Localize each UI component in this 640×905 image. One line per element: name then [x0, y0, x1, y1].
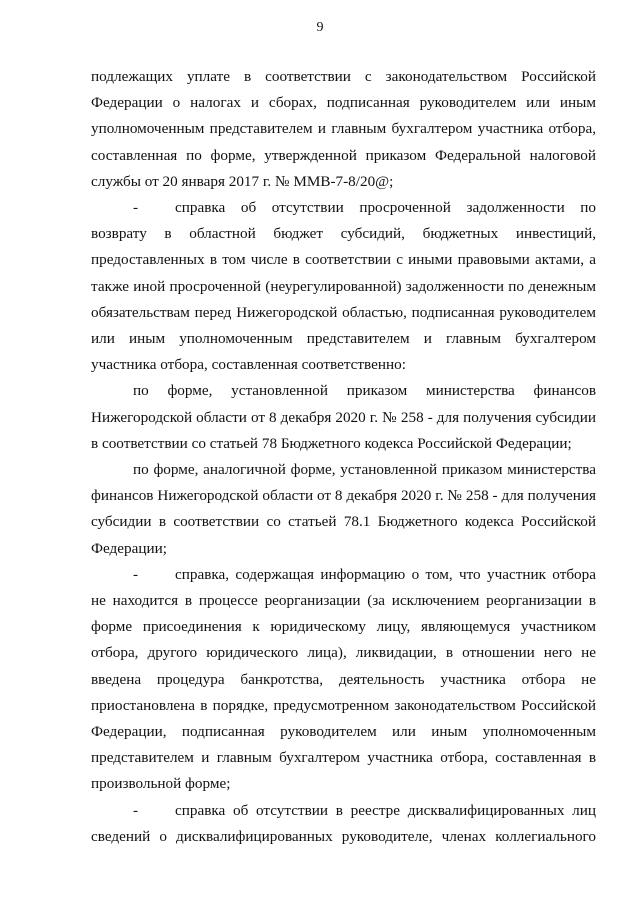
paragraph-form-article-78-1: по форме, аналогичной форме, установленной приказом министерства финансов Нижегородской области от 8 декабря 2020 г. № 258 - для получения субсидии в соответствии со статьей 78.1 Бюджетного кодекса Российской Федерации; [91, 461, 596, 557]
paragraph-text: справка об отсутствии в реестре дисквалифицированных лиц сведений о дисквалифицированных руководителе, членах коллегиального [91, 801, 596, 845]
paragraph-form-article-78: по форме, установленной приказом министерства финансов Нижегородской области от 8 декабря 2020 г. № 258 - для получения субсидии в соответствии со статьей 78 Бюджетного кодекса Российской Федерации; [91, 382, 596, 452]
paragraph-text: справка об отсутствии просроченной задолженности по возврату в областной бюджет субсидий, бюджетных инвестиций, предоставленных в том числе в соответствии с иными правовыми актами, а также иной просроченной (неурегулированной) задолженности по денежным обязательствам перед Нижегородской областью, подписанная руководителем или иным уполномоченным представителем и главным бухгалтером участника отбора, составленная соответственно: [91, 199, 596, 374]
list-dash: - [133, 565, 139, 583]
paragraph-tax-certificate-continuation: подлежащих уплате в соответствии с законодательством Российской Федерации о налогах и сборах, подписанная руководителем или иным уполномоченным представителем и главным бухгалтером участника отбора, составленная по форме, утвержденной приказом Федеральной налоговой службы от 20 января 2017 г. № ММВ-7-8/20@; [91, 68, 596, 190]
list-dash: - [133, 801, 139, 819]
page-number: 9 [316, 20, 324, 35]
paragraph-disqualified-persons-certificate [91, 798, 596, 850]
paragraph-reorganization-certificate [91, 562, 596, 798]
document-body [91, 64, 596, 850]
paragraph-debt-certificate [91, 195, 596, 378]
list-dash: - [133, 199, 139, 217]
paragraph-text: справка, содержащая информацию о том, что участник отбора не находится в процессе реорганизации (за исключением реорганизации в форме присоединения к юридическому лицу, являющемуся участником отбора, другого юридического лица), ликвидации, в отношении него не введена процедура банкротства, деятельность участника отбора не приостановлена в порядке, предусмотренном законодательством Российской Федерации, подписанная руководителем или иным уполномоченным представителем и главным бухгалтером участника отбора, составленная в произвольной форме; [91, 565, 596, 793]
